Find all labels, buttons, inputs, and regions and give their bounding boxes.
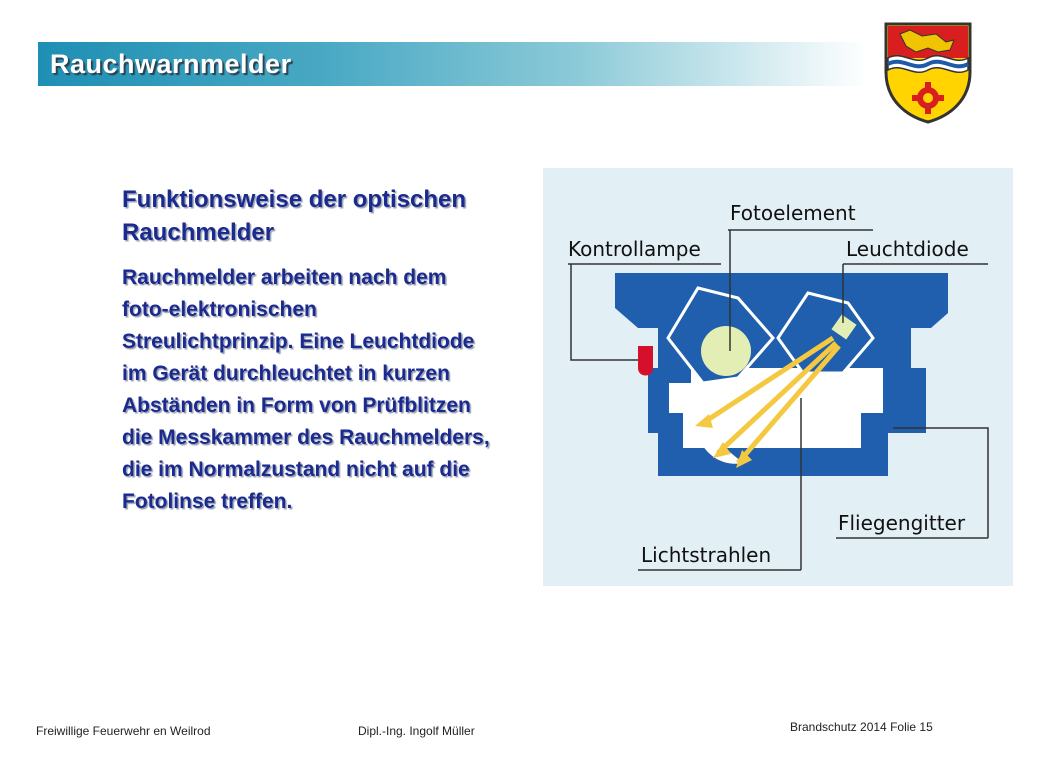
photo-element xyxy=(701,326,751,376)
coat-of-arms-icon xyxy=(880,20,976,124)
label-fliegengitter: Fliegengitter xyxy=(838,511,966,535)
control-lamp xyxy=(638,346,653,376)
label-leuchtdiode: Leuchtdiode xyxy=(846,237,969,261)
label-fotoelement: Fotoelement xyxy=(730,201,856,225)
footer-slide-info: Brandschutz 2014 Folie 15 xyxy=(790,720,933,734)
label-lichtstrahlen: Lichtstrahlen xyxy=(641,543,772,567)
body-text: Rauchmelder arbeiten nach dem foto-elektronischen Streulichtprinzip. Eine Leuchtdiode im Gerät durchleuchtet in kurzen Abständen in Form von Prüfblitzen die Messkammer des Rauchmelders, die im Normalzustand nicht auf die Fotolinse treffen. xyxy=(122,266,490,513)
smoke-detector-diagram xyxy=(543,168,1013,586)
footer-organization: Freiwillige Feuerwehr en Weilrod xyxy=(36,724,211,738)
slide-title: Rauchwarnmelder xyxy=(50,49,292,79)
label-kontrollampe: Kontrollampe xyxy=(568,237,701,261)
title-bar xyxy=(38,42,868,86)
footer-author: Dipl.-Ing. Ingolf Müller xyxy=(358,724,475,738)
section-heading: Funktionsweise der optischen Rauchmelder xyxy=(122,186,467,246)
